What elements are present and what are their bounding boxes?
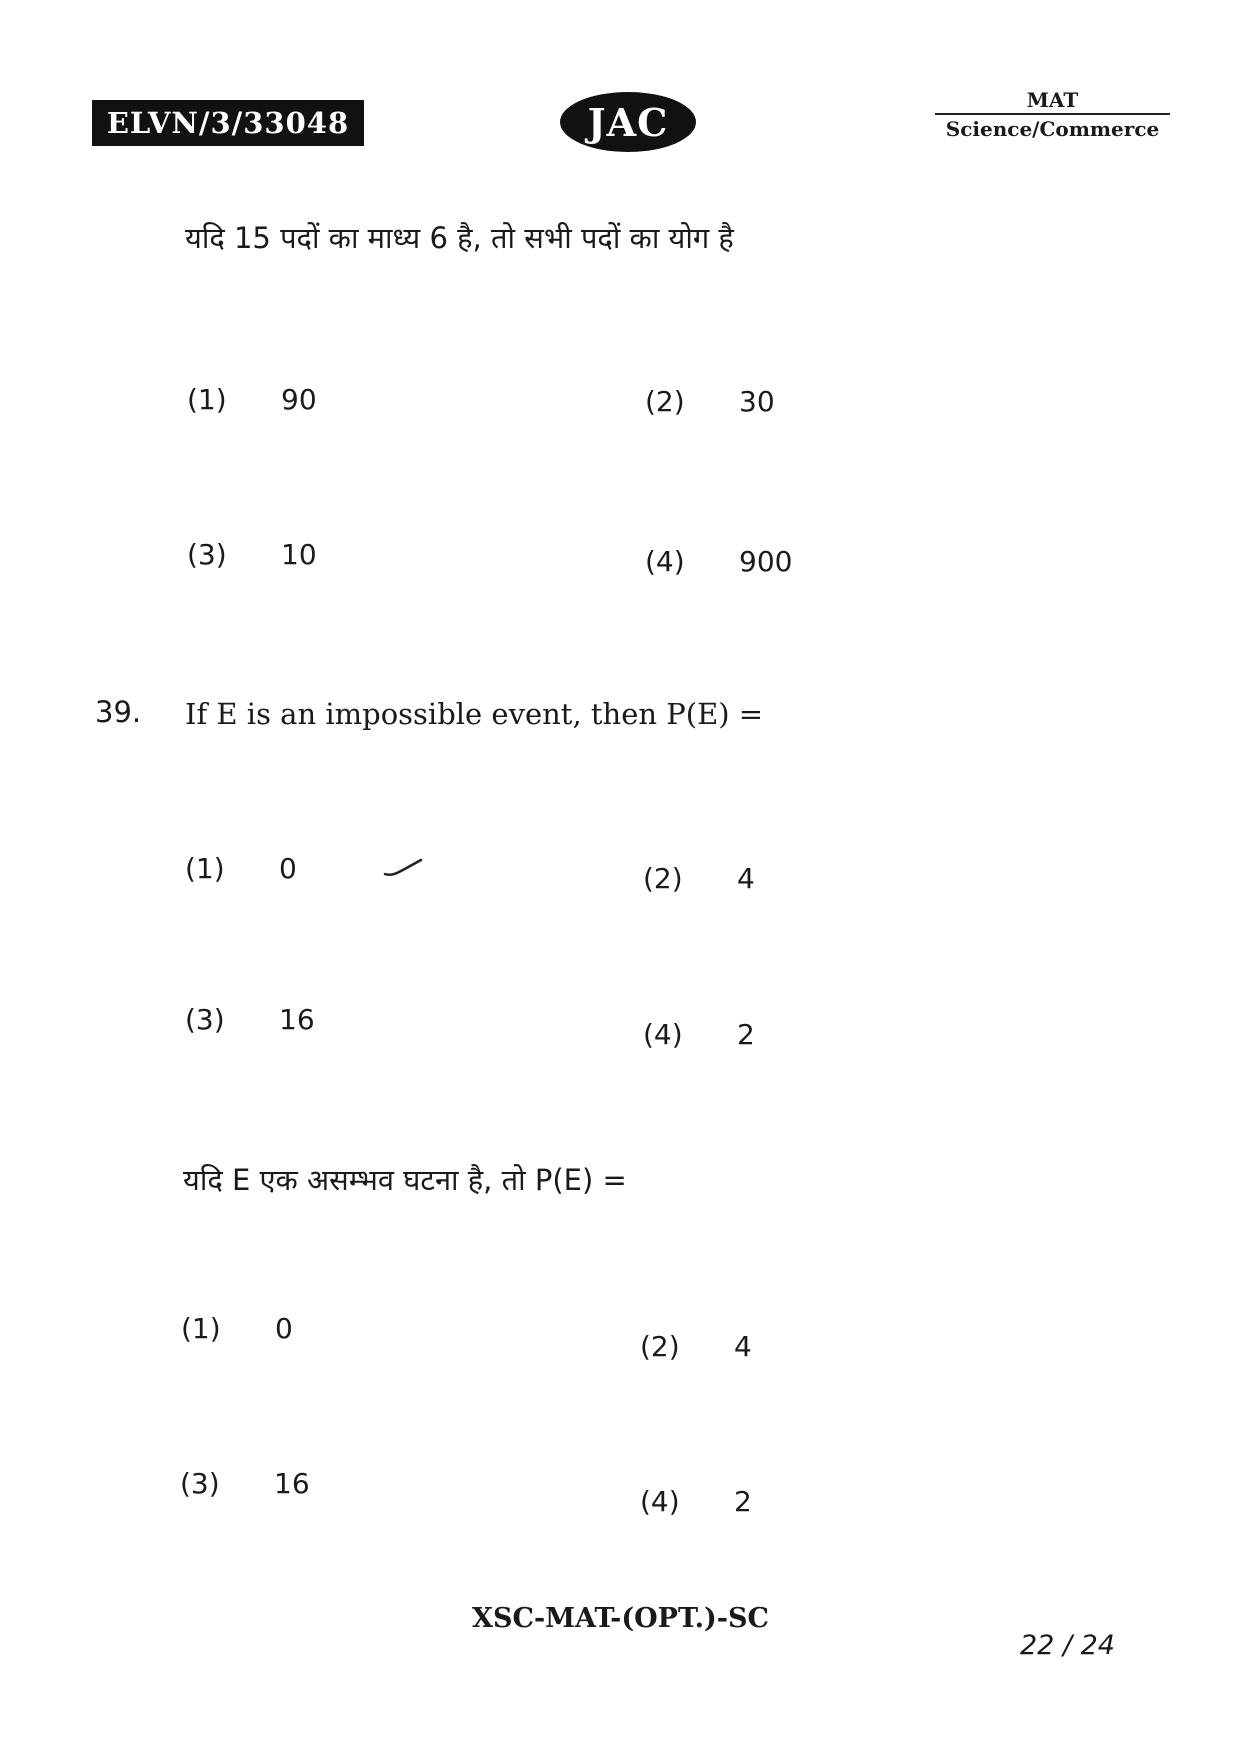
option-value: 16 (279, 1003, 315, 1036)
option-number: (3) (185, 1003, 225, 1036)
q39-hindi-option-3[interactable] (180, 1467, 310, 1500)
option-number: (3) (187, 538, 227, 571)
tick-mark-icon (383, 858, 423, 880)
option-number: (4) (643, 1018, 683, 1051)
q38-option-2[interactable] (645, 385, 775, 418)
option-value: 0 (275, 1312, 293, 1345)
q39-option-4[interactable] (643, 1018, 755, 1051)
option-value: 30 (739, 385, 775, 418)
paper-code-box (92, 100, 364, 146)
option-number: (4) (640, 1485, 680, 1518)
q39-hindi-text: यदि E एक असम्भव घटना है, तो P(E) = (183, 1163, 627, 1197)
option-value: 4 (737, 862, 755, 895)
option-number: (3) (180, 1467, 220, 1500)
option-number: (2) (643, 862, 683, 895)
q39-option-2[interactable] (643, 862, 755, 895)
option-value: 0 (279, 852, 297, 885)
option-number: (2) (640, 1330, 680, 1363)
q39-option-3[interactable] (185, 1003, 315, 1036)
subject-divider (935, 113, 1170, 115)
option-value: 2 (734, 1485, 752, 1518)
q38-hindi-text: यदि 15 पदों का माध्य 6 है, तो सभी पदों का योग है (185, 221, 734, 255)
q39-number: 39. (95, 695, 142, 729)
option-number: (1) (187, 383, 227, 416)
q39-hindi-option-2[interactable] (640, 1330, 752, 1363)
q39-option-1[interactable] (185, 852, 297, 885)
page-number: 22 / 24 (1020, 1630, 1115, 1661)
option-number: (1) (181, 1312, 221, 1345)
option-value: 16 (274, 1467, 310, 1500)
q38-option-3[interactable] (187, 538, 317, 571)
paper-code: ELVN/3/33048 (106, 106, 350, 140)
option-number: (1) (185, 852, 225, 885)
option-value: 900 (739, 545, 793, 578)
subject-name: MAT (1026, 88, 1079, 112)
option-value: 2 (737, 1018, 755, 1051)
option-value: 4 (734, 1330, 752, 1363)
option-value: 90 (281, 383, 317, 416)
option-number: (4) (645, 545, 685, 578)
footer-paper-code: XSC-MAT-(OPT.)-SC (472, 1603, 769, 1634)
q38-option-1[interactable] (187, 383, 317, 416)
option-number: (2) (645, 385, 685, 418)
q38-option-4[interactable] (645, 545, 792, 578)
q39-hindi-option-1[interactable] (181, 1312, 293, 1345)
subject-stream: Science/Commerce (945, 117, 1160, 141)
subject-header (935, 88, 1170, 141)
jac-logo (560, 92, 696, 152)
logo-text: JAC (587, 99, 669, 145)
option-value: 10 (281, 538, 317, 571)
q39-hindi-option-4[interactable] (640, 1485, 752, 1518)
q39-text: If E is an impossible event, then P(E) = (185, 697, 764, 731)
